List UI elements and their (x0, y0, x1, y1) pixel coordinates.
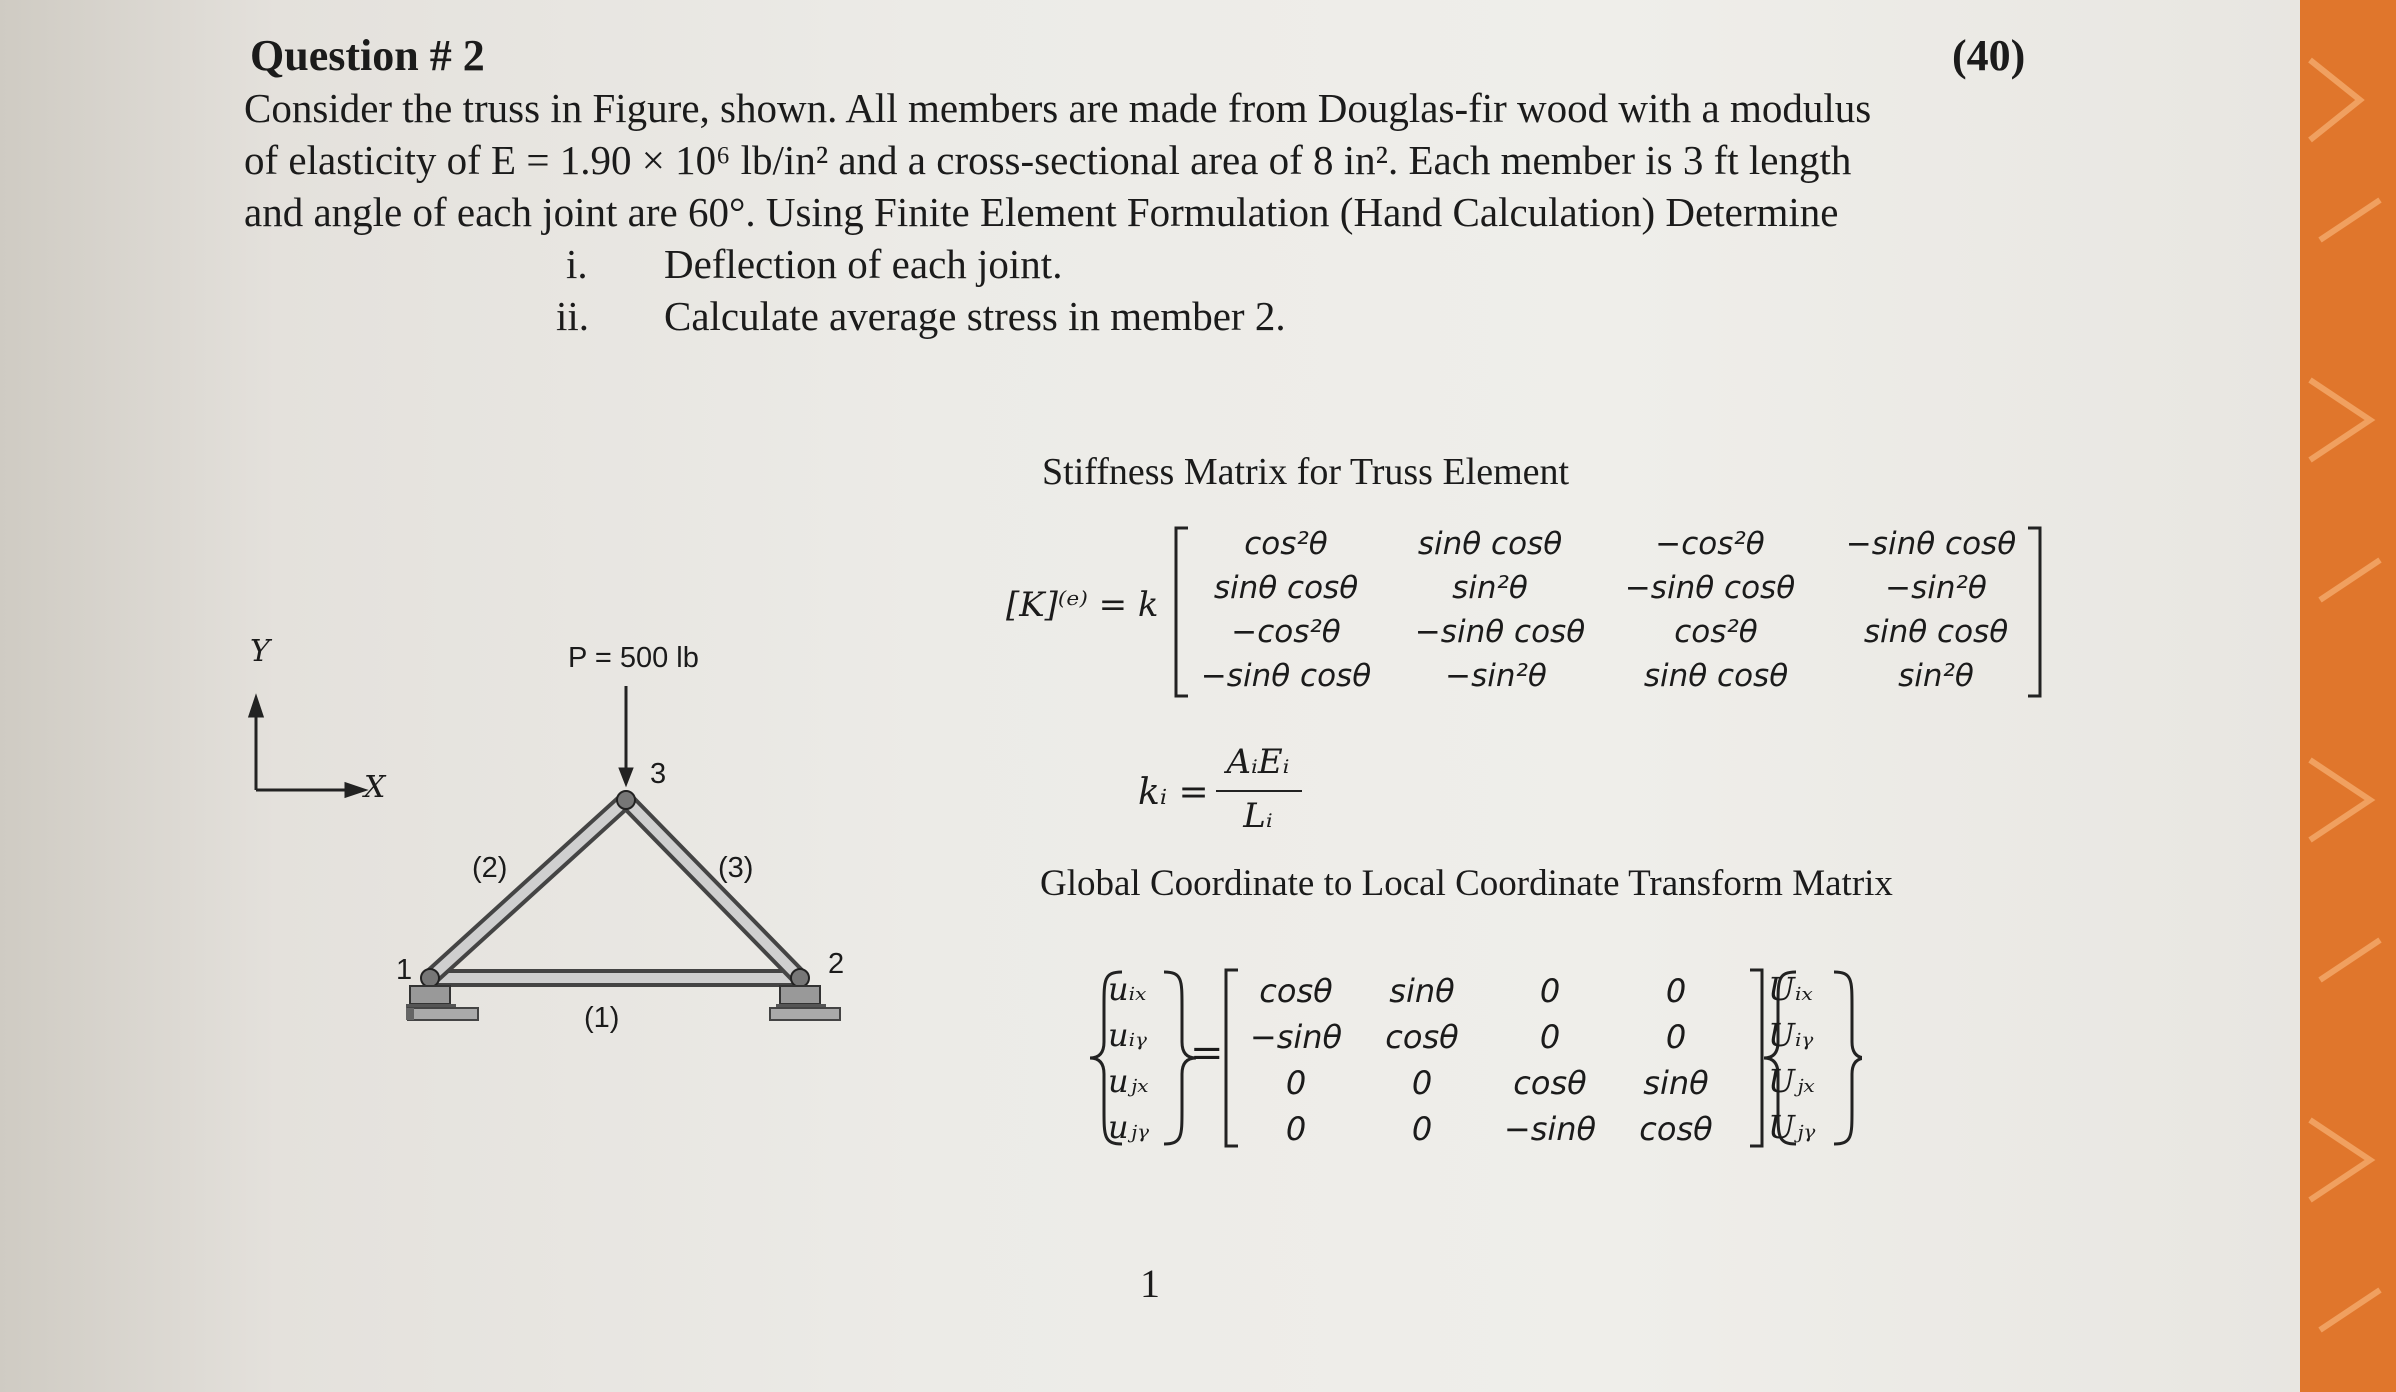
local-u: uᵢₓ (1108, 970, 1147, 1008)
k-cell: −sinθ cosθ (1414, 614, 1586, 650)
t-cell: cosθ (1385, 1018, 1459, 1056)
ki-numerator: AᵢEᵢ (1226, 742, 1290, 782)
question-title: Question # 2 (250, 31, 485, 80)
t-cell: −sinθ (1503, 1110, 1597, 1148)
local-u: uᵢᵧ (1108, 1016, 1148, 1054)
t-cell: 0 (1665, 1018, 1687, 1056)
t-cell: 0 (1411, 1064, 1433, 1102)
task-2-number: ii. (556, 293, 590, 339)
t-cell: 0 (1285, 1064, 1307, 1102)
truss-figure (230, 620, 870, 1060)
t-cell: 0 (1539, 972, 1561, 1010)
t-cell: sinθ (1643, 1064, 1709, 1102)
t-cell: −sinθ (1249, 1018, 1343, 1056)
load-label: P = 500 lb (568, 642, 699, 674)
k-cell: sinθ cosθ (1417, 526, 1563, 562)
ki-lhs: kᵢ = (1138, 772, 1209, 813)
question-line-3: and angle of each joint are 60°. Using Finite Element Formulation (Hand Calculation) Determine (244, 189, 1839, 235)
t-cell: 0 (1665, 972, 1687, 1010)
global-u: Uⱼᵧ (1768, 1108, 1816, 1146)
k-cell: −sinθ cosθ (1200, 658, 1372, 694)
joint-1-icon (421, 969, 439, 987)
k-cell: cos²θ (1244, 526, 1328, 562)
truss-members (430, 800, 800, 978)
task-1-text: Deflection of each joint. (664, 241, 1063, 287)
page-number: 1 (1140, 1261, 1160, 1306)
k-cell: sin²θ (1898, 658, 1974, 694)
axis-y-label: Y (250, 634, 270, 669)
question-marks: (40) (1952, 31, 2026, 80)
axes-icon (250, 698, 364, 796)
ki-denominator: Lᵢ (1243, 796, 1273, 836)
t-cell: 0 (1539, 1018, 1561, 1056)
background-pattern (2300, 0, 2396, 1392)
node-1-label: 1 (396, 954, 413, 986)
t-cell: cosθ (1259, 972, 1333, 1010)
stiffness-title: Stiffness Matrix for Truss Element (1042, 451, 1570, 493)
equals-sign: = (1190, 1030, 1224, 1076)
stiffness-lhs: [K]⁽ᵉ⁾ = k (1006, 585, 1159, 625)
k-cell: −sinθ cosθ (1624, 570, 1796, 606)
k-cell: sinθ cosθ (1643, 658, 1789, 694)
orange-background (2300, 0, 2396, 1392)
member-1-label: (1) (584, 1002, 620, 1034)
k-cell: cos²θ (1674, 614, 1758, 650)
k-cell: −sin²θ (1885, 570, 1987, 606)
member-3-label: (3) (718, 852, 754, 884)
t-cell: cosθ (1513, 1064, 1587, 1102)
t-cell: 0 (1285, 1110, 1307, 1148)
global-u: Uᵢᵧ (1768, 1016, 1814, 1054)
support-left-icon (406, 986, 478, 1020)
question-line-2: of elasticity of E = 1.90 × 10⁶ lb/in² and a cross-sectional area of 8 in². Each member is 3 ft length (244, 137, 1852, 183)
task-2-text: Calculate average stress in member 2. (664, 293, 1286, 339)
t-cell: 0 (1411, 1110, 1433, 1148)
k-cell: sinθ cosθ (1213, 570, 1359, 606)
ki-fraction-bar (1216, 790, 1302, 792)
local-u: uⱼᵧ (1108, 1108, 1150, 1146)
load-arrow-icon (619, 686, 633, 786)
joint-2-icon (791, 969, 809, 987)
k-cell: sinθ cosθ (1863, 614, 2009, 650)
task-1-number: i. (566, 241, 588, 287)
k-cell: −sinθ cosθ (1845, 526, 2017, 562)
member-2-label: (2) (472, 852, 508, 884)
support-right-icon (770, 986, 840, 1020)
axis-x-label: X (364, 770, 386, 805)
t-cell: sinθ (1389, 972, 1455, 1010)
joint-3-icon (617, 791, 635, 809)
t-cell: cosθ (1639, 1110, 1713, 1148)
k-cell: −cos²θ (1231, 614, 1341, 650)
node-3-label: 3 (650, 758, 667, 790)
node-2-label: 2 (828, 948, 845, 980)
global-u: Uᵢₓ (1768, 970, 1813, 1008)
question-line-1: Consider the truss in Figure, shown. All members are made from Douglas-fir wood with a modulus (244, 85, 1872, 131)
k-cell: sin²θ (1452, 570, 1528, 606)
local-u: uⱼₓ (1108, 1062, 1149, 1100)
global-u: Uⱼₓ (1768, 1062, 1815, 1100)
k-cell: −sin²θ (1445, 658, 1547, 694)
k-cell: −cos²θ (1655, 526, 1765, 562)
transform-title: Global Coordinate to Local Coordinate Transform Matrix (1040, 863, 1893, 904)
